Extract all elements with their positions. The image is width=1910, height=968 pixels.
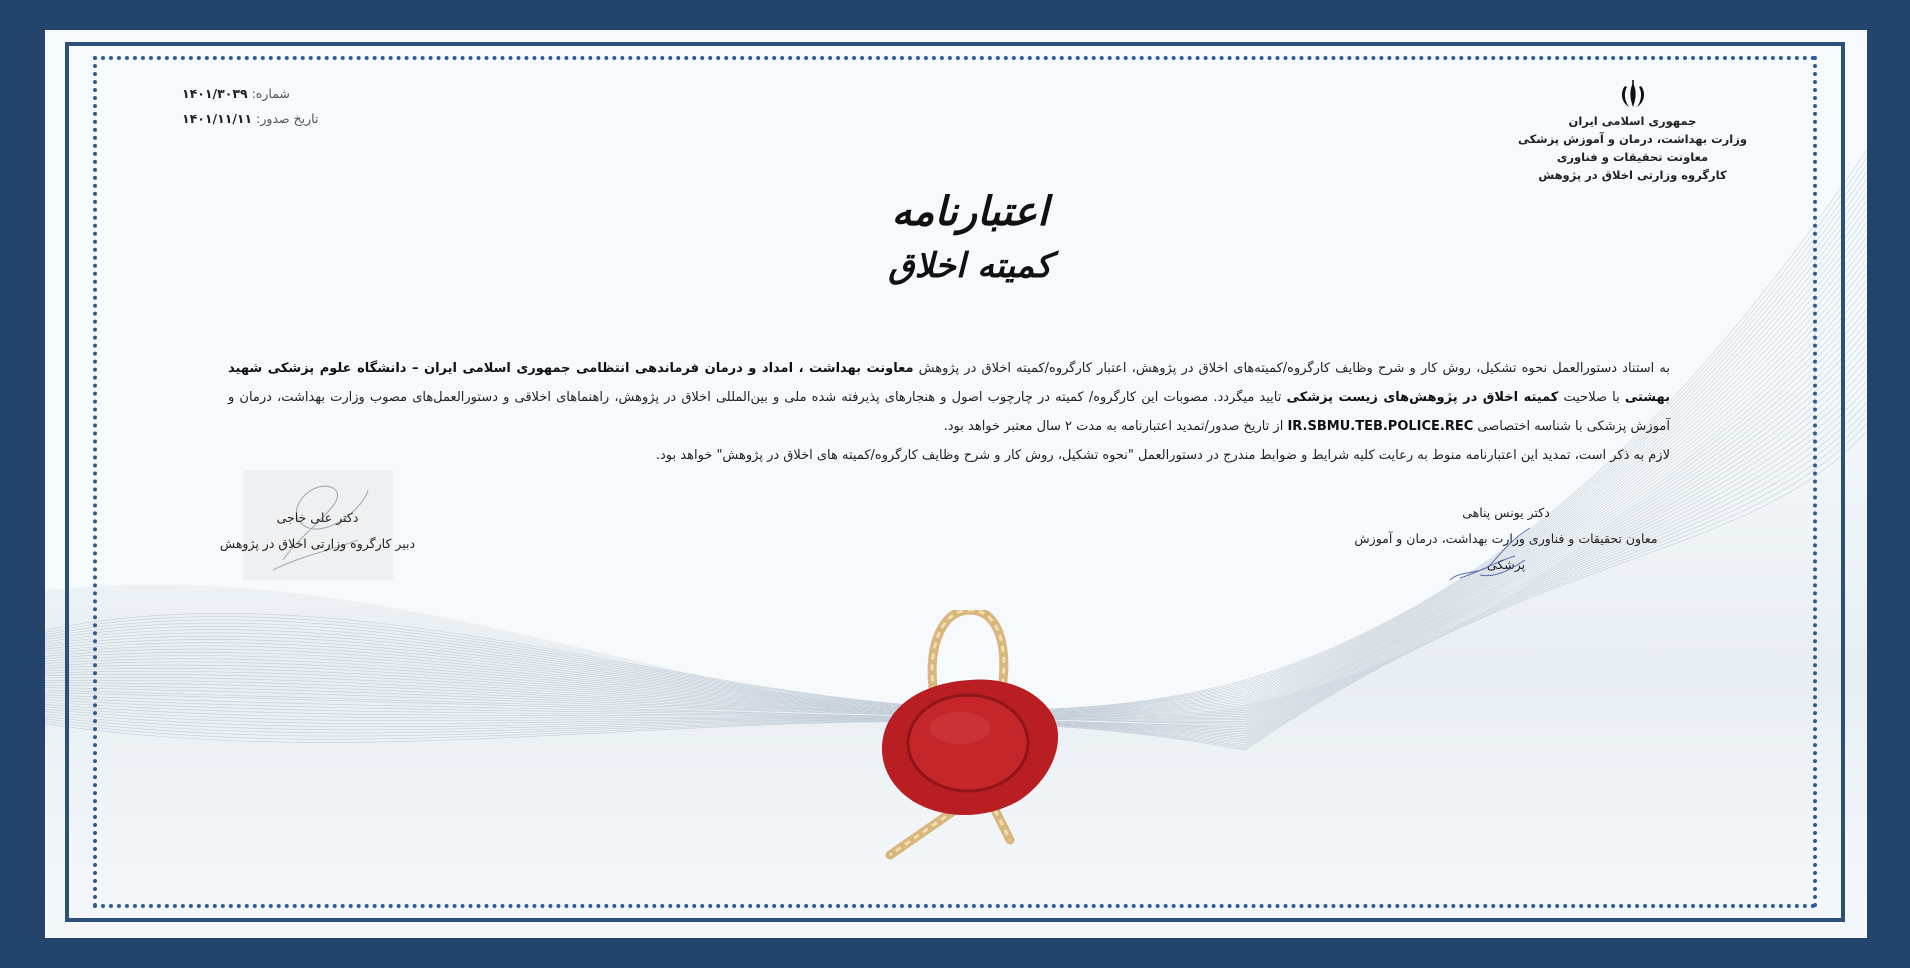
issuer-line-3: معاونت تحقیقات و فناوری xyxy=(1556,150,1709,164)
issuer-line-4: کارگروه وزارتی اخلاق در پژوهش xyxy=(1538,168,1727,182)
certificate-body xyxy=(228,354,1670,470)
number-label: شماره: xyxy=(251,86,290,101)
committee-scope: کمیته اخلاق در پژوهش‌های زیست پزشکی xyxy=(1286,390,1559,405)
number-value: ۱۴۰۱/۳۰۳۹ xyxy=(182,86,248,101)
iran-emblem-icon xyxy=(1616,80,1650,110)
certificate-title xyxy=(820,186,1120,288)
left-signatory xyxy=(205,505,430,557)
title-line-2: کمیته اخلاق xyxy=(888,246,1052,286)
body-text-part: به استناد دستورالعمل نحوه تشکیل، روش کار و شرح وظایف کارگروه/کمیته‌های اخلاق در پژوهش، اعتبار کارگروه/کمیته اخلاق در پژوهش xyxy=(913,361,1670,376)
date-row xyxy=(182,111,318,126)
left-signatory-name: دکتر علی خاجی xyxy=(276,510,359,525)
right-signatory-name: دکتر یونس پناهی xyxy=(1462,505,1550,520)
body-paragraph-1 xyxy=(228,354,1670,441)
institution-name: معاونت بهداشت ، امداد و درمان فرماندهی انتظامی جمهوری اسلامی ایران – دانشگاه علوم پزشکی شهید بهشتی xyxy=(228,361,1670,405)
signature-scribble-right xyxy=(1440,520,1560,590)
body-text-part: با صلاحیت xyxy=(1558,390,1625,405)
title-line-1: اعتبارنامه xyxy=(891,188,1049,235)
committee-id: IR.SBMU.TEB.POLICE.REC xyxy=(1287,419,1474,434)
issuer-line-1: جمهوری اسلامی ایران xyxy=(1568,114,1697,128)
date-value: ۱۴۰۱/۱۱/۱۱ xyxy=(182,111,253,126)
body-paragraph-2: لازم به ذکر است، تمدید این اعتبارنامه منوط به رعایت کلیه شرایط و ضوابط مندرج در دستورالعمل "نحوه تشکیل، روش کار و شرح وظایف کارگروه/کمیته های اخلاق در پژوهش" خواهد بود. xyxy=(655,448,1670,463)
date-label: تاریخ صدور: xyxy=(256,111,319,126)
body-text-part: تایید میگردد. مصوبات این کارگروه/ کمیته در چارچوب اصول و هنجارهای پذیرفته شده ملی و بین‌المللی اخلاق در پژوهش، راهنماهای اخلاقی و دستورالعمل‌های مصوب وزارت بهداشت، درمان و آموزش پزشکی با شناسه اختصاصی xyxy=(228,390,1670,434)
issuer-line-2: وزارت بهداشت، درمان و آموزش پزشکی xyxy=(1517,132,1748,146)
wax-seal-icon xyxy=(860,610,1080,870)
right-signatory-role: معاون تحقیقات و فناوری وزارت بهداشت، درمان و آموزش پزشکی xyxy=(1354,531,1658,572)
issuer-block xyxy=(1505,80,1760,184)
number-row xyxy=(182,86,290,101)
body-text-part: از تاریخ صدور/تمدید اعتبارنامه به مدت ۲ سال معتبر خواهد بود. xyxy=(943,419,1288,434)
left-signatory-role: دبیر کارگروه وزارتی اخلاق در پژوهش xyxy=(219,536,416,551)
